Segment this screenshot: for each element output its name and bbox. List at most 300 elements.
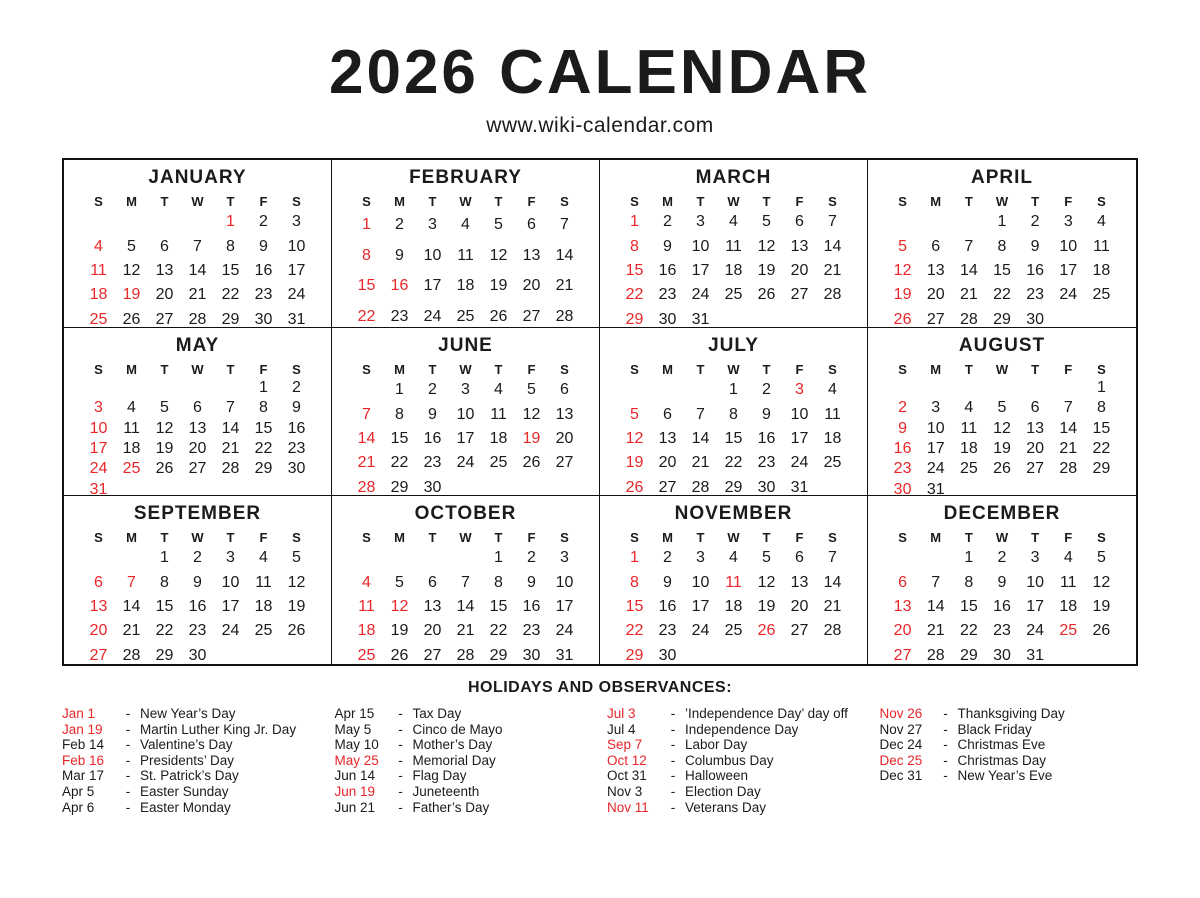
month-title: MARCH — [695, 167, 772, 188]
day-cell: 27 — [790, 622, 809, 640]
holiday-separator: - — [398, 737, 403, 753]
dow-header: M — [930, 194, 942, 209]
holiday-date: Oct 12 — [607, 752, 647, 768]
day-cell: 14 — [926, 597, 945, 615]
day-cell — [1052, 379, 1085, 397]
day-cell: 6 — [428, 573, 437, 591]
dow-header-row — [82, 362, 313, 377]
dow-header: S — [94, 530, 103, 545]
holiday-separator: - — [125, 799, 131, 815]
day-cell: 23 — [254, 286, 273, 304]
day-cell: 7 — [226, 399, 235, 417]
holiday-row — [607, 706, 866, 722]
dow-header: F — [527, 362, 536, 377]
day-cell: 4 — [729, 213, 738, 231]
day-cell: 14 — [456, 597, 475, 615]
day-cell — [214, 379, 247, 397]
month-april — [868, 160, 1136, 328]
holiday-name: Cinco de Mayo — [412, 721, 503, 737]
day-cell: 12 — [390, 597, 409, 615]
day-cell — [1052, 647, 1085, 665]
week-row — [82, 379, 313, 397]
day-cell: 7 — [560, 216, 569, 234]
month-january — [64, 160, 332, 328]
day-cell — [952, 379, 985, 397]
day-cell: 19 — [155, 440, 174, 458]
weeks — [64, 210, 331, 332]
day-cell: 19 — [489, 277, 508, 295]
day-cell: 26 — [390, 646, 409, 664]
weeks — [332, 210, 599, 332]
day-cell: 17 — [790, 429, 809, 447]
day-cell: 6 — [527, 216, 536, 234]
week-row — [618, 238, 849, 256]
day-cell — [919, 379, 952, 397]
day-cell — [1052, 311, 1085, 329]
day-cell — [548, 479, 581, 497]
week-row — [82, 440, 313, 458]
week-row — [82, 574, 313, 592]
holiday-date: Sep 7 — [607, 737, 643, 753]
day-cell: 31 — [1026, 646, 1045, 664]
day-cell: 13 — [89, 597, 108, 615]
day-cell: 23 — [757, 454, 776, 472]
dow-header: T — [696, 530, 705, 545]
day-cell: 12 — [757, 237, 776, 255]
week-row — [82, 311, 313, 329]
day-cell: 10 — [1026, 573, 1045, 591]
holiday-name: Tax Day — [412, 706, 462, 721]
day-cell: 19 — [522, 429, 541, 447]
day-cell: 28 — [691, 478, 710, 496]
holiday-row — [335, 753, 594, 769]
week-row — [350, 216, 581, 234]
day-cell — [783, 311, 816, 329]
month-title: OCTOBER — [414, 503, 517, 524]
day-cell: 23 — [658, 286, 677, 304]
weeks — [600, 210, 867, 332]
month-november — [600, 496, 868, 664]
dow-header: T — [696, 194, 705, 209]
day-cell: 27 — [89, 646, 108, 664]
day-cell: 9 — [1030, 237, 1040, 255]
day-cell: 21 — [1059, 440, 1078, 458]
day-cell: 25 — [1092, 286, 1111, 304]
dow-header: M — [126, 530, 137, 545]
day-cell: 6 — [898, 573, 908, 591]
day-cell: 24 — [423, 307, 442, 325]
day-cell: 20 — [1026, 440, 1045, 458]
holiday-separator: - — [670, 768, 676, 784]
weeks — [868, 210, 1136, 332]
day-cell: 23 — [1026, 286, 1045, 304]
weeks — [600, 378, 867, 500]
day-cell: 15 — [489, 597, 508, 615]
holiday-separator: - — [943, 721, 948, 737]
dow-header: T — [160, 362, 169, 377]
day-cell: 1 — [630, 213, 639, 231]
day-cell: 22 — [1092, 440, 1111, 458]
day-cell: 9 — [428, 405, 437, 423]
week-row — [350, 454, 581, 472]
day-cell: 4 — [1063, 549, 1073, 567]
dow-header: M — [394, 194, 405, 209]
dow-header: M — [662, 530, 673, 545]
weeks — [64, 378, 331, 500]
day-cell: 1 — [1096, 379, 1106, 397]
day-cell: 7 — [362, 405, 371, 423]
holiday-row — [62, 800, 321, 816]
day-cell: 3 — [696, 213, 705, 231]
week-row — [82, 598, 313, 616]
day-cell: 9 — [193, 573, 202, 591]
day-cell: 19 — [893, 286, 912, 304]
day-cell: 2 — [1030, 213, 1040, 231]
dow-header: S — [898, 194, 907, 209]
holiday-separator: - — [670, 799, 676, 815]
day-cell — [816, 311, 849, 329]
week-row — [618, 311, 849, 329]
day-cell: 25 — [823, 454, 842, 472]
day-cell — [750, 647, 783, 665]
holiday-date: Nov 27 — [879, 721, 923, 737]
holiday-row — [62, 753, 321, 769]
holiday-date: Jan 1 — [62, 706, 96, 721]
day-cell: 6 — [795, 549, 804, 567]
day-cell — [416, 549, 449, 567]
day-cell: 20 — [555, 429, 574, 447]
day-cell: 20 — [658, 454, 677, 472]
day-cell: 21 — [188, 286, 207, 304]
day-cell: 17 — [691, 261, 710, 279]
day-cell: 26 — [155, 460, 174, 478]
day-cell — [886, 213, 919, 231]
month-title: FEBRUARY — [409, 167, 522, 188]
day-cell — [115, 379, 148, 397]
day-cell: 24 — [555, 622, 574, 640]
dow-header: T — [226, 362, 235, 377]
dow-header: T — [696, 362, 705, 377]
day-cell: 24 — [1059, 286, 1078, 304]
day-cell: 9 — [259, 237, 268, 255]
day-cell: 14 — [823, 237, 842, 255]
day-cell: 27 — [555, 454, 574, 472]
holiday-name: Memorial Day — [412, 752, 496, 768]
dow-header: S — [898, 530, 907, 545]
dow-header: W — [995, 194, 1009, 209]
day-cell: 28 — [357, 478, 376, 496]
day-cell: 31 — [926, 480, 945, 498]
day-cell: 11 — [123, 419, 140, 437]
holiday-date: Dec 24 — [879, 737, 923, 753]
dow-header: S — [898, 362, 907, 377]
day-cell: 11 — [358, 597, 375, 615]
dow-header-row — [350, 530, 581, 545]
week-row — [618, 430, 849, 448]
day-cell: 22 — [625, 622, 644, 640]
day-cell: 4 — [964, 399, 974, 417]
day-cell: 19 — [287, 597, 306, 615]
day-cell: 21 — [221, 440, 240, 458]
day-cell: 7 — [1063, 399, 1073, 417]
dow-header-row — [886, 362, 1118, 377]
day-cell: 10 — [691, 237, 710, 255]
dow-header: W — [191, 362, 204, 377]
dow-header: W — [727, 530, 740, 545]
day-cell: 28 — [555, 307, 574, 325]
day-cell: 29 — [221, 310, 240, 328]
day-cell: 13 — [423, 597, 442, 615]
holiday-row — [607, 784, 866, 800]
day-cell: 12 — [287, 573, 306, 591]
dow-header: W — [191, 194, 204, 209]
day-cell — [919, 549, 952, 567]
day-cell: 17 — [89, 440, 108, 458]
day-cell: 17 — [423, 277, 442, 295]
holiday-row — [335, 706, 594, 722]
day-cell: 9 — [762, 405, 771, 423]
day-cell — [82, 549, 115, 567]
day-cell: 18 — [89, 286, 108, 304]
dow-header: T — [494, 194, 503, 209]
day-cell: 22 — [489, 622, 508, 640]
week-row — [350, 647, 581, 665]
dow-header: S — [94, 362, 103, 377]
holiday-row — [62, 768, 321, 784]
day-cell: 8 — [395, 405, 404, 423]
holiday-column — [335, 706, 594, 815]
day-cell: 14 — [188, 261, 207, 279]
day-cell: 29 — [489, 646, 508, 664]
day-cell: 29 — [959, 646, 978, 664]
holiday-separator: - — [670, 752, 676, 768]
day-cell: 22 — [625, 286, 644, 304]
day-cell: 26 — [287, 622, 306, 640]
holiday-separator: - — [398, 752, 403, 768]
day-cell: 5 — [997, 399, 1007, 417]
day-cell: 13 — [790, 573, 809, 591]
holiday-row — [335, 784, 594, 800]
dow-header: S — [94, 194, 103, 209]
day-cell: 29 — [625, 310, 644, 328]
holiday-name: Independence Day — [685, 721, 799, 737]
holiday-name: Christmas Day — [957, 752, 1047, 768]
page-title: 2026 CALENDAR — [328, 38, 872, 107]
week-row — [886, 460, 1118, 478]
holiday-separator: - — [125, 768, 131, 784]
day-cell: 6 — [663, 405, 672, 423]
dow-header: F — [259, 530, 268, 545]
month-september — [64, 496, 332, 664]
week-row — [886, 647, 1118, 665]
day-cell: 18 — [1059, 597, 1078, 615]
day-cell: 19 — [122, 286, 141, 304]
holiday-row — [880, 737, 1139, 753]
day-cell: 24 — [287, 286, 306, 304]
day-cell: 14 — [221, 419, 240, 437]
day-cell: 28 — [823, 622, 842, 640]
day-cell: 7 — [696, 405, 705, 423]
day-cell: 2 — [663, 549, 672, 567]
day-cell — [816, 647, 849, 665]
day-cell: 23 — [658, 622, 677, 640]
dow-header: W — [191, 530, 204, 545]
holiday-name: Father’s Day — [412, 799, 490, 815]
holiday-name: Flag Day — [412, 768, 467, 784]
month-may — [64, 328, 332, 496]
day-cell: 6 — [94, 573, 103, 591]
day-cell: 22 — [993, 286, 1011, 304]
day-cell: 12 — [625, 429, 644, 447]
day-cell: 12 — [489, 246, 508, 264]
day-cell: 8 — [1096, 399, 1106, 417]
holiday-date: Feb 14 — [62, 737, 105, 753]
day-cell: 11 — [824, 405, 841, 423]
holiday-date: Jun 14 — [334, 768, 376, 784]
week-row — [618, 549, 849, 567]
dow-header: S — [362, 530, 371, 545]
dow-header: T — [964, 194, 973, 209]
day-cell: 8 — [160, 573, 169, 591]
day-cell: 30 — [993, 646, 1011, 664]
day-cell: 18 — [357, 622, 376, 640]
day-cell: 13 — [155, 261, 174, 279]
day-cell — [449, 479, 482, 497]
day-cell: 27 — [155, 310, 174, 328]
day-cell: 16 — [893, 440, 912, 458]
day-cell: 25 — [724, 622, 743, 640]
day-cell: 1 — [964, 549, 974, 567]
month-title: SEPTEMBER — [133, 503, 262, 524]
day-cell: 5 — [395, 573, 404, 591]
day-cell: 8 — [964, 573, 974, 591]
day-cell: 24 — [89, 460, 108, 478]
week-row — [886, 286, 1118, 304]
day-cell: 25 — [89, 310, 108, 328]
month-august — [868, 328, 1136, 496]
day-cell: 4 — [828, 381, 837, 399]
day-cell: 8 — [630, 573, 639, 591]
holiday-row — [335, 737, 594, 753]
day-cell: 13 — [522, 246, 541, 264]
dow-header: M — [662, 194, 673, 209]
month-title: AUGUST — [958, 335, 1046, 356]
day-cell: 20 — [893, 622, 912, 640]
day-cell: 18 — [254, 597, 273, 615]
day-cell: 21 — [823, 261, 842, 279]
day-cell: 6 — [795, 213, 804, 231]
day-cell: 27 — [893, 646, 912, 664]
holiday-separator: - — [398, 783, 403, 799]
holiday-separator: - — [125, 783, 131, 799]
holiday-date: Dec 25 — [879, 752, 923, 768]
dow-header: F — [527, 530, 536, 545]
dow-header: W — [459, 194, 472, 209]
dow-header: W — [459, 530, 472, 545]
holiday-row — [607, 753, 866, 769]
day-cell: 10 — [456, 405, 475, 423]
day-cell: 9 — [898, 419, 908, 437]
day-cell — [350, 549, 383, 567]
day-cell: 6 — [160, 237, 169, 255]
week-row — [886, 574, 1118, 592]
day-cell: 9 — [997, 573, 1007, 591]
day-cell — [750, 311, 783, 329]
dow-header: T — [964, 530, 973, 545]
holiday-date: Apr 6 — [62, 799, 95, 815]
day-cell: 3 — [94, 399, 103, 417]
dow-header: M — [394, 362, 405, 377]
day-cell: 26 — [522, 454, 541, 472]
day-cell: 16 — [423, 429, 442, 447]
dow-header: T — [226, 530, 235, 545]
week-row — [618, 574, 849, 592]
day-cell — [350, 381, 383, 399]
day-cell: 7 — [461, 573, 470, 591]
dow-header: S — [630, 362, 639, 377]
day-cell: 21 — [959, 286, 978, 304]
day-cell: 9 — [292, 399, 301, 417]
month-december — [868, 496, 1136, 664]
dow-header: T — [762, 362, 771, 377]
week-row — [886, 622, 1118, 640]
day-cell: 11 — [457, 246, 474, 264]
day-cell: 24 — [926, 460, 945, 478]
day-cell: 11 — [725, 573, 742, 591]
holiday-separator: - — [398, 768, 403, 784]
day-cell: 15 — [1092, 419, 1111, 437]
week-row — [350, 598, 581, 616]
dow-header-row — [350, 362, 581, 377]
day-cell — [1019, 379, 1052, 397]
holiday-separator: - — [125, 721, 131, 737]
day-cell: 1 — [997, 213, 1007, 231]
day-cell: 30 — [757, 478, 776, 496]
holiday-date: Jun 21 — [334, 799, 376, 815]
day-cell: 27 — [926, 310, 945, 328]
day-cell: 2 — [193, 549, 202, 567]
day-cell: 7 — [127, 573, 136, 591]
day-cell: 13 — [790, 237, 809, 255]
day-cell: 15 — [625, 261, 644, 279]
day-cell: 21 — [122, 622, 141, 640]
holiday-name: New Year’s Eve — [957, 768, 1053, 784]
month-october — [332, 496, 600, 664]
week-row — [886, 399, 1118, 417]
day-cell: 18 — [823, 429, 842, 447]
day-cell — [280, 647, 313, 665]
dow-header-row — [350, 194, 581, 209]
day-cell: 8 — [997, 237, 1007, 255]
dow-header: T — [964, 362, 973, 377]
day-cell — [247, 647, 280, 665]
day-cell: 16 — [658, 597, 677, 615]
day-cell: 6 — [1030, 399, 1040, 417]
day-cell: 22 — [221, 286, 240, 304]
day-cell: 19 — [757, 261, 776, 279]
day-cell: 3 — [795, 381, 804, 399]
day-cell: 25 — [959, 460, 978, 478]
day-cell: 27 — [790, 286, 809, 304]
day-cell: 9 — [663, 573, 672, 591]
day-cell: 8 — [259, 399, 268, 417]
day-cell: 10 — [423, 246, 442, 264]
dow-header: M — [126, 362, 137, 377]
week-row — [886, 379, 1118, 397]
dow-header-row — [82, 530, 313, 545]
day-cell: 8 — [494, 573, 503, 591]
holiday-separator: - — [398, 721, 403, 737]
